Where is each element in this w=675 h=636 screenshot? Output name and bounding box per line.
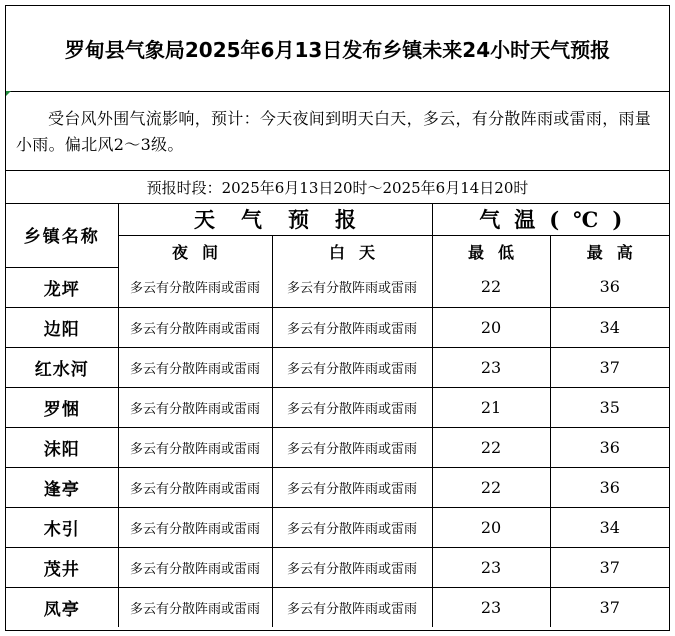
night-weather: 多云有分散阵雨或雷雨 — [118, 587, 272, 627]
low-temp: 20 — [432, 507, 550, 547]
low-temp: 22 — [432, 427, 550, 467]
town-name: 龙坪 — [6, 267, 118, 307]
night-weather: 多云有分散阵雨或雷雨 — [118, 307, 272, 347]
low-temp: 23 — [432, 547, 550, 587]
town-name: 逢亭 — [6, 467, 118, 507]
table-row — [6, 387, 669, 427]
day-weather: 多云有分散阵雨或雷雨 — [272, 547, 432, 587]
high-temp: 36 — [550, 267, 669, 307]
intro-row — [6, 92, 669, 171]
town-name: 凤亭 — [6, 587, 118, 627]
table-row — [6, 507, 669, 547]
night-weather: 多云有分散阵雨或雷雨 — [118, 467, 272, 507]
header-night: 夜间 — [118, 235, 272, 267]
header-town: 乡镇名称 — [6, 203, 118, 267]
day-weather: 多云有分散阵雨或雷雨 — [272, 347, 432, 387]
low-temp: 23 — [432, 347, 550, 387]
high-temp: 34 — [550, 307, 669, 347]
night-weather: 多云有分散阵雨或雷雨 — [118, 347, 272, 387]
day-weather: 多云有分散阵雨或雷雨 — [272, 387, 432, 427]
period-row — [6, 172, 669, 204]
low-temp: 23 — [432, 587, 550, 627]
town-name: 木引 — [6, 507, 118, 547]
header-temperature: 气温(℃) — [432, 203, 669, 235]
forecast-table — [6, 203, 669, 627]
table-row — [6, 267, 669, 307]
high-temp: 37 — [550, 347, 669, 387]
town-name: 红水河 — [6, 347, 118, 387]
night-weather: 多云有分散阵雨或雷雨 — [118, 267, 272, 307]
day-weather: 多云有分散阵雨或雷雨 — [272, 307, 432, 347]
forecast-rows — [6, 267, 669, 627]
day-weather: 多云有分散阵雨或雷雨 — [272, 427, 432, 467]
table-row — [6, 427, 669, 467]
table-row — [6, 467, 669, 507]
header-weather: 天气预报 — [118, 203, 432, 235]
high-temp: 35 — [550, 387, 669, 427]
forecast-period: 预报时段：2025年6月13日20时～2025年6月14日20时 — [146, 179, 529, 197]
table-row — [6, 587, 669, 627]
high-temp: 36 — [550, 467, 669, 507]
high-temp: 37 — [550, 587, 669, 627]
table-row — [6, 347, 669, 387]
day-weather: 多云有分散阵雨或雷雨 — [272, 507, 432, 547]
night-weather: 多云有分散阵雨或雷雨 — [118, 387, 272, 427]
forecast-summary: 受台风外围气流影响，预计：今天夜间到明天白天，多云，有分散阵雨或雷雨，雨量小雨。偏北风2～3级。 — [16, 109, 652, 154]
night-weather: 多云有分散阵雨或雷雨 — [118, 427, 272, 467]
low-temp: 20 — [432, 307, 550, 347]
day-weather: 多云有分散阵雨或雷雨 — [272, 587, 432, 627]
header-low: 最低 — [432, 235, 550, 267]
header-day: 白天 — [272, 235, 432, 267]
table-row — [6, 547, 669, 587]
page-title: 罗甸县气象局2025年6月13日发布乡镇未来24小时天气预报 — [64, 38, 611, 62]
title-row — [6, 6, 669, 92]
night-weather: 多云有分散阵雨或雷雨 — [118, 507, 272, 547]
night-weather: 多云有分散阵雨或雷雨 — [118, 547, 272, 587]
town-name: 茂井 — [6, 547, 118, 587]
town-name: 沫阳 — [6, 427, 118, 467]
low-temp: 22 — [432, 267, 550, 307]
high-temp: 34 — [550, 507, 669, 547]
header-row-top — [6, 203, 669, 235]
day-weather: 多云有分散阵雨或雷雨 — [272, 467, 432, 507]
header-high: 最高 — [550, 235, 669, 267]
town-name: 边阳 — [6, 307, 118, 347]
town-name: 罗悃 — [6, 387, 118, 427]
high-temp: 37 — [550, 547, 669, 587]
low-temp: 22 — [432, 467, 550, 507]
high-temp: 36 — [550, 427, 669, 467]
low-temp: 21 — [432, 387, 550, 427]
table-row — [6, 307, 669, 347]
day-weather: 多云有分散阵雨或雷雨 — [272, 267, 432, 307]
forecast-sheet — [5, 5, 670, 631]
